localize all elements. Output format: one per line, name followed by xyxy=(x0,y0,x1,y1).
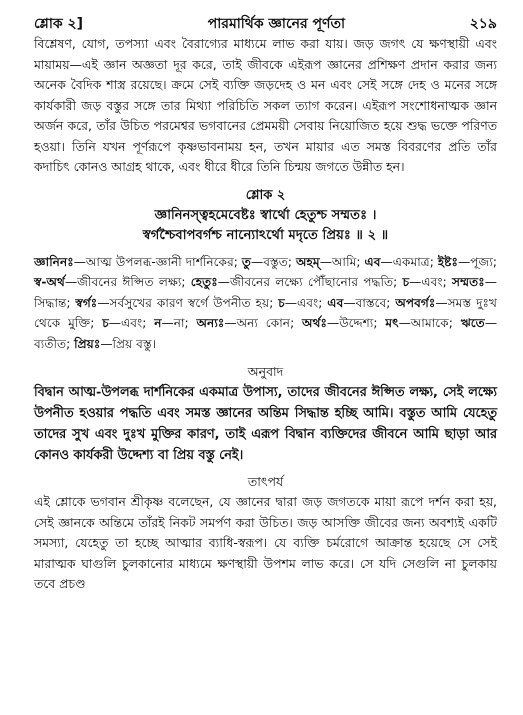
synonym-meaning: —উদ্দেশ্য; xyxy=(327,316,386,330)
translation-heading: অনুবাদ xyxy=(247,364,284,379)
synonym-entry xyxy=(197,316,303,330)
synonym-word: তু xyxy=(241,254,252,269)
header-verse-label: শ্লোক ২] xyxy=(34,16,84,32)
synonym-word: এব xyxy=(327,295,344,310)
synonym-meaning: —এবং; xyxy=(108,316,155,330)
header-chapter-title: পারমার্থিক জ্ঞানের পূর্ণতা xyxy=(207,16,346,32)
synonyms-block xyxy=(34,252,497,355)
synonym-word: অপবর্গঃ xyxy=(395,295,436,310)
synonym-word: অহম্ xyxy=(295,254,320,269)
synonym-meaning: —জীবনের ঈপ্সিত লক্ষ্য; xyxy=(64,275,191,289)
translation-text: বিদ্বান আত্ম-উপলব্ধ দার্শনিকের একমাত্র উপাস্য, তাদের জীবনের ঈপ্সিত লক্ষ্য, সেই লক্ষ্যে উপনীত হওয়ার পদ্ধতি এবং সমস্ত জ্ঞানের অন্তিম সিদ্ধান্ত হচ্ছি আমি। বস্তুত আমি যেহেতু তাদের সুখ এবং দুঃখ মুক্তির কারণ, তাই এরূপ বিদ্বান ব্যক্তিদের জীবনে আমি ছাড়া আর কোনও কার্যকরী উদ্দেশ্য বা প্রিয় বস্তু নেই। xyxy=(34,385,497,463)
synonym-word: অর্থঃ xyxy=(302,316,327,330)
synonym-entry xyxy=(34,255,242,269)
synonym-meaning: —জীবনের লক্ষ্যে পৌঁছানোর পদ্ধতি; xyxy=(217,275,403,289)
synonym-entry xyxy=(302,316,385,330)
synonym-entry xyxy=(242,255,296,269)
synonym-entry xyxy=(154,316,196,330)
synonym-word: জ্ঞানিনঃ xyxy=(34,254,74,269)
synonym-word: ইষ্টঃ xyxy=(437,254,458,269)
synonym-entry xyxy=(403,275,452,289)
synonym-meaning: —এবং; xyxy=(284,295,328,310)
synonym-meaning: —সর্বসুখের কারণ স্বর্গে উপনীত হয়; xyxy=(97,295,279,310)
synonym-meaning: —প্রিয় বস্তু। xyxy=(100,336,157,351)
synonym-word: মৎ xyxy=(385,316,399,330)
purport-text: এই শ্লোকে ভগবান শ্রীকৃষ্ণ বলেছেন, যে জ্ঞানের দ্বারা জড় জগতকে মায়া রূপে দর্শন করা হয়, সেই জ্ঞানকে অন্তিমে তাঁরই নিকট সমর্পণ করা উচিত। জড় আসক্তি জীবের জন্য অবশ্যই একটি সমস্যা, যেহেতু তা হচ্ছে আত্মার ব্যাধি-স্বরূপ। যে ব্যক্তি চর্মরোগে আক্রান্ত হয়েছে সে সেই মারাত্মক ঘাগুলি চুলকানোর মাধ্যমে ক্ষণস্থায়ী উপশম লাভ করে। সে যদি সেগুলি না চুলকায় তবে প্রচণ্ড xyxy=(34,494,497,591)
synonym-meaning: —আত্ম উপলব্ধ-জ্ঞানী দার্শনিকের; xyxy=(73,254,242,269)
verse-line-1: জ্ঞানিনস্ত্বহমেবেষ্টঃ স্বার্থো হেতুশ্চ সম্মতঃ । xyxy=(154,207,377,223)
synonym-word: চ xyxy=(278,295,285,310)
synonym-word: ঋতে xyxy=(460,316,485,330)
synonym-entry xyxy=(191,275,403,289)
synonym-entry xyxy=(74,337,156,351)
synonym-meaning: —একমাত্র; xyxy=(380,254,438,269)
verse-heading: শ্লোক ২ xyxy=(245,187,286,203)
synonym-word: চ xyxy=(402,275,410,289)
synonym-word: অন্যঃ xyxy=(196,316,225,330)
synonym-word: প্রিয়ঃ xyxy=(74,336,101,351)
verse-line-2: স্বর্গশ্চৈবাপবর্গশ্চ নান্যোঽর্থো মদৃতে প্রিয়ঃ ॥ ২ ॥ xyxy=(142,227,389,243)
synonym-entry xyxy=(385,316,460,330)
synonym-meaning: —বস্তুত; xyxy=(251,254,296,269)
synonym-meaning: —সিদ্ধান্ত; xyxy=(34,275,497,310)
synonym-word: স্ব-অর্থ xyxy=(34,275,65,289)
synonym-meaning: —ব্যতীত; xyxy=(34,316,498,351)
synonym-meaning: —আমি; xyxy=(319,254,365,269)
synonym-meaning: —বাস্তবে; xyxy=(343,295,396,310)
synonym-meaning: —সমস্ত দুঃখ থেকে মুক্তি; xyxy=(34,295,497,330)
header-page-number: ২১৯ xyxy=(469,16,497,32)
synonym-entry xyxy=(327,296,395,310)
purport-heading: তাৎপর্য xyxy=(247,474,284,489)
synonym-entry xyxy=(278,296,327,310)
synonym-word: স্বর্গঃ xyxy=(75,295,98,310)
synonym-meaning: —পূজ্য; xyxy=(457,254,497,269)
synonym-entry xyxy=(102,316,154,330)
synonym-word: সম্মতঃ xyxy=(452,275,485,289)
synonym-word: ন xyxy=(154,316,162,330)
synonym-word: হেতুঃ xyxy=(190,275,218,289)
synonym-word: এব xyxy=(364,254,381,269)
synonym-meaning: —আমাকে; xyxy=(398,316,461,330)
synonym-word: চ xyxy=(102,316,109,330)
synonym-meaning: —না; xyxy=(161,316,197,330)
synonym-entry xyxy=(364,255,437,269)
intro-paragraph: বিশ্লেষণ, যোগ, তপস্যা এবং বৈরাগ্যের মাধ্যমে লাভ করা যায়। জড় জগৎ যে ক্ষণস্থায়ী এবং মায়াময়—এই জ্ঞান অজ্ঞতা দূর করে, তাই জীবকে এইরূপ জ্ঞানের প্রশিক্ষণ প্রদান করার জন্য অনেক বৈদিক শাস্ত্র রয়েছে। ক্রমে সেই ব্যক্তি জড়দেহ ও মন এবং সেই সঙ্গে দেহ ও মনের সঙ্গে কার্যকারী জড় বস্তুর সঙ্গে তার মিথ্যা পরিচিতি সকল ত্যাগ করেন। এইরূপ সংশোধনাত্মক জ্ঞান অর্জন করে, তাঁর উচিত পরমেশ্বর ভগবানের প্রেমময়ী সেবায় নিয়োজিত হয়ে শুদ্ধ ভক্তে পরিণত হওয়া। তিনি যখন পূর্ণরূপে কৃষ্ণভাবনাময় হন, তখন মায়ার এত সমস্ত বিবরণের প্রতি তাঁর কদাচিৎ কোনও আগ্রহ থাকে, এবং ধীরে ধীরে তিনি চিন্ময় জগতে উন্নীত হন। xyxy=(34,36,497,174)
synonym-entry xyxy=(34,275,191,289)
synonym-entry xyxy=(75,296,278,310)
page-header xyxy=(34,12,497,34)
synonym-entry xyxy=(438,255,497,269)
synonym-entry xyxy=(296,255,364,269)
synonym-meaning: —এবং; xyxy=(409,275,453,289)
synonym-meaning: —অন্য কোন; xyxy=(224,316,303,330)
